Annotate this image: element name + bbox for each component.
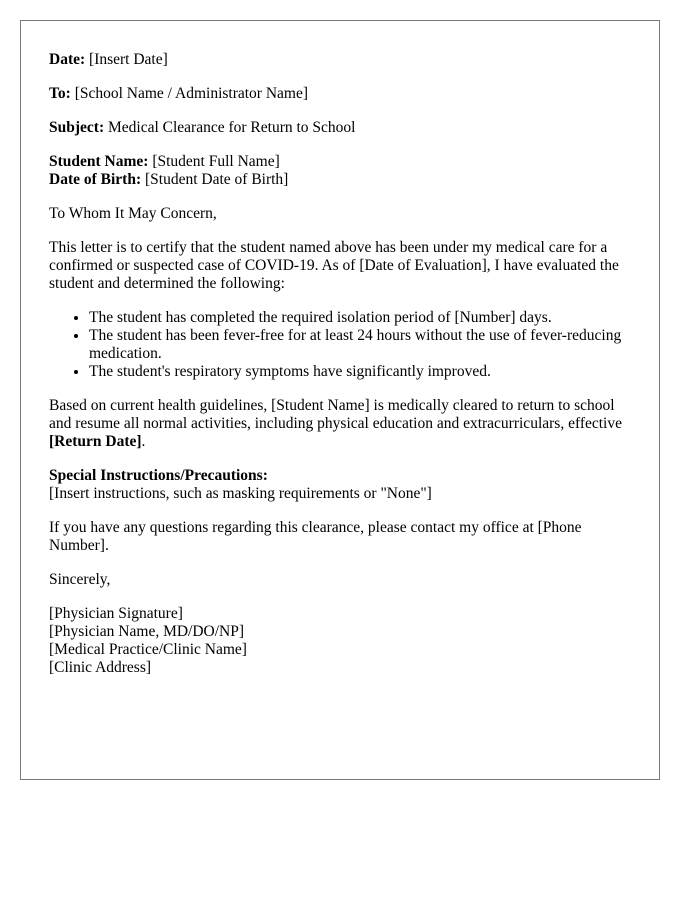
student-name-value: [Student Full Name]	[152, 153, 280, 170]
physician-name: [Physician Name, MD/DO/NP]	[49, 623, 245, 640]
clinic-address: [Clinic Address]	[49, 659, 152, 676]
intro-paragraph: This letter is to certify that the student named above has been under my medical care for a confirmed or suspected case of COVID-19. As of [Date of Evaluation], I have evaluated the student and determined the following:	[49, 239, 619, 292]
signature-line: [Physician Signature]	[49, 605, 183, 622]
contact-paragraph: If you have any questions regarding this clearance, please contact my office at [Phone Number].	[49, 519, 582, 554]
clearance-text: Based on current health guidelines, [Student Name] is medically cleared to return to school and resume all normal activities, including physical education and extracurriculars, effective	[49, 397, 622, 432]
special-instructions	[49, 467, 631, 503]
subject-line	[49, 119, 631, 137]
date-value: [Insert Date]	[89, 51, 168, 68]
dob-label: Date of Birth:	[49, 171, 142, 188]
subject-label: Subject:	[49, 119, 105, 136]
recipient-label: To:	[49, 85, 71, 102]
recipient-line	[49, 85, 631, 103]
list-item: • The student has completed the required isolation period of [Number] days.	[89, 309, 631, 327]
findings-list	[49, 309, 631, 381]
return-date: [Return Date]	[49, 433, 142, 450]
signature-block	[49, 605, 631, 677]
list-item: • The student has been fever-free for at least 24 hours without the use of fever-reducing medication.	[89, 327, 631, 363]
salutation: To Whom It May Concern,	[49, 205, 217, 222]
list-item: • The student's respiratory symptoms have significantly improved.	[89, 363, 631, 381]
clearance-end: .	[141, 433, 146, 450]
clinic-name: [Medical Practice/Clinic Name]	[49, 641, 247, 658]
closing: Sincerely,	[49, 571, 111, 588]
clearance-paragraph	[49, 397, 631, 451]
instructions-value: [Insert instructions, such as masking requirements or "None"]	[49, 485, 432, 502]
letter-page	[20, 20, 660, 780]
dob-value: [Student Date of Birth]	[145, 171, 289, 188]
subject-value: Medical Clearance for Return to School	[107, 119, 356, 136]
student-info	[49, 153, 631, 189]
date-label: Date:	[49, 51, 86, 68]
date-line	[49, 51, 631, 69]
student-name-label: Student Name:	[49, 153, 149, 170]
recipient-value: [School Name / Administrator Name]	[74, 85, 309, 102]
instructions-label: Special Instructions/Precautions:	[49, 467, 268, 484]
